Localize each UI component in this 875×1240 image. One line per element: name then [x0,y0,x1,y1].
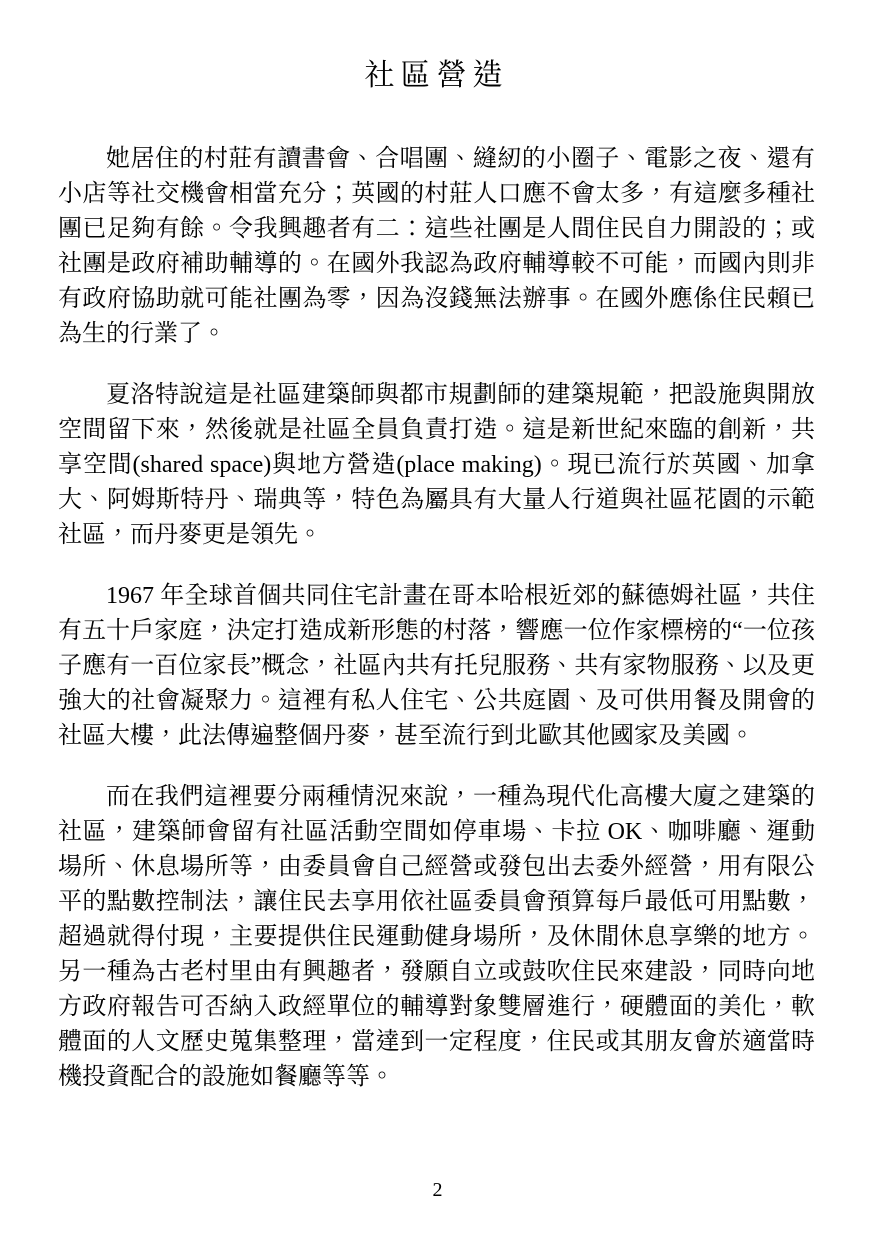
body-paragraph-4: 而在我們這裡要分兩種情況來說，一種為現代化高樓大廈之建築的社區，建築師會留有社區活動空間如停車場、卡拉 OK、咖啡廳、運動場所、休息場所等，由委員會自己經營或發包出去委外經營，用有限公平的點數控制法，讓住民去享用依社區委員會預算每戶最低可用點數，超過就得付現，主要提供住民運動健身場所，及休閒休息享樂的地方。另一種為古老村里由有興趣者，發願自立或鼓吹住民來建設，同時向地方政府報告可否納入政經單位的輔導對象雙層進行，硬體面的美化，軟體面的人文歷史蒐集整理，當達到一定程度，住民或其朋友會於適當時機投資配合的設施如餐廳等等。 [58,784,815,1090]
body-paragraph-2: 夏洛特說這是社區建築師與都市規劃師的建築規範，把設施與開放空間留下來，然後就是社區全員負責打造。這是新世紀來臨的創新，共享空間(shared space)與地方營造(place making)。現已流行於英國、加拿大、阿姆斯特丹、瑞典等，特色為屬具有大量人行道與社區花園的示範社區，而丹麥更是領先。 [58,382,815,548]
body-paragraph-1: 她居住的村莊有讀書會、合唱團、縫紉的小圈子、電影之夜、還有小店等社交機會相當充分；英國的村莊人口應不會太多，有這麼多種社團已足夠有餘。令我興趣者有二：這些社團是人間住民自力開設的；或社團是政府補助輔導的。在國外我認為政府輔導較不可能，而國內則非有政府協助就可能社團為零，因為沒錢無法辦事。在國外應係住民賴已為生的行業了。 [58,146,815,347]
page-title: 社區營造 [364,59,509,92]
body-paragraph-3: 1967 年全球首個共同住宅計畫在哥本哈根近郊的蘇德姆社區，共住有五十戶家庭，決定打造成新形態的村落，響應一位作家標榜的“一位孩子應有一百位家長”概念，社區內共有托兒服務、共有家物服務、以及更強大的社會凝聚力。這裡有私人住宅、公共庭園、及可供用餐及開會的社區大樓，此法傳遍整個丹麥，甚至流行到北歐其他國家及美國。 [58,583,815,749]
page-number: 2 [432,1179,443,1201]
